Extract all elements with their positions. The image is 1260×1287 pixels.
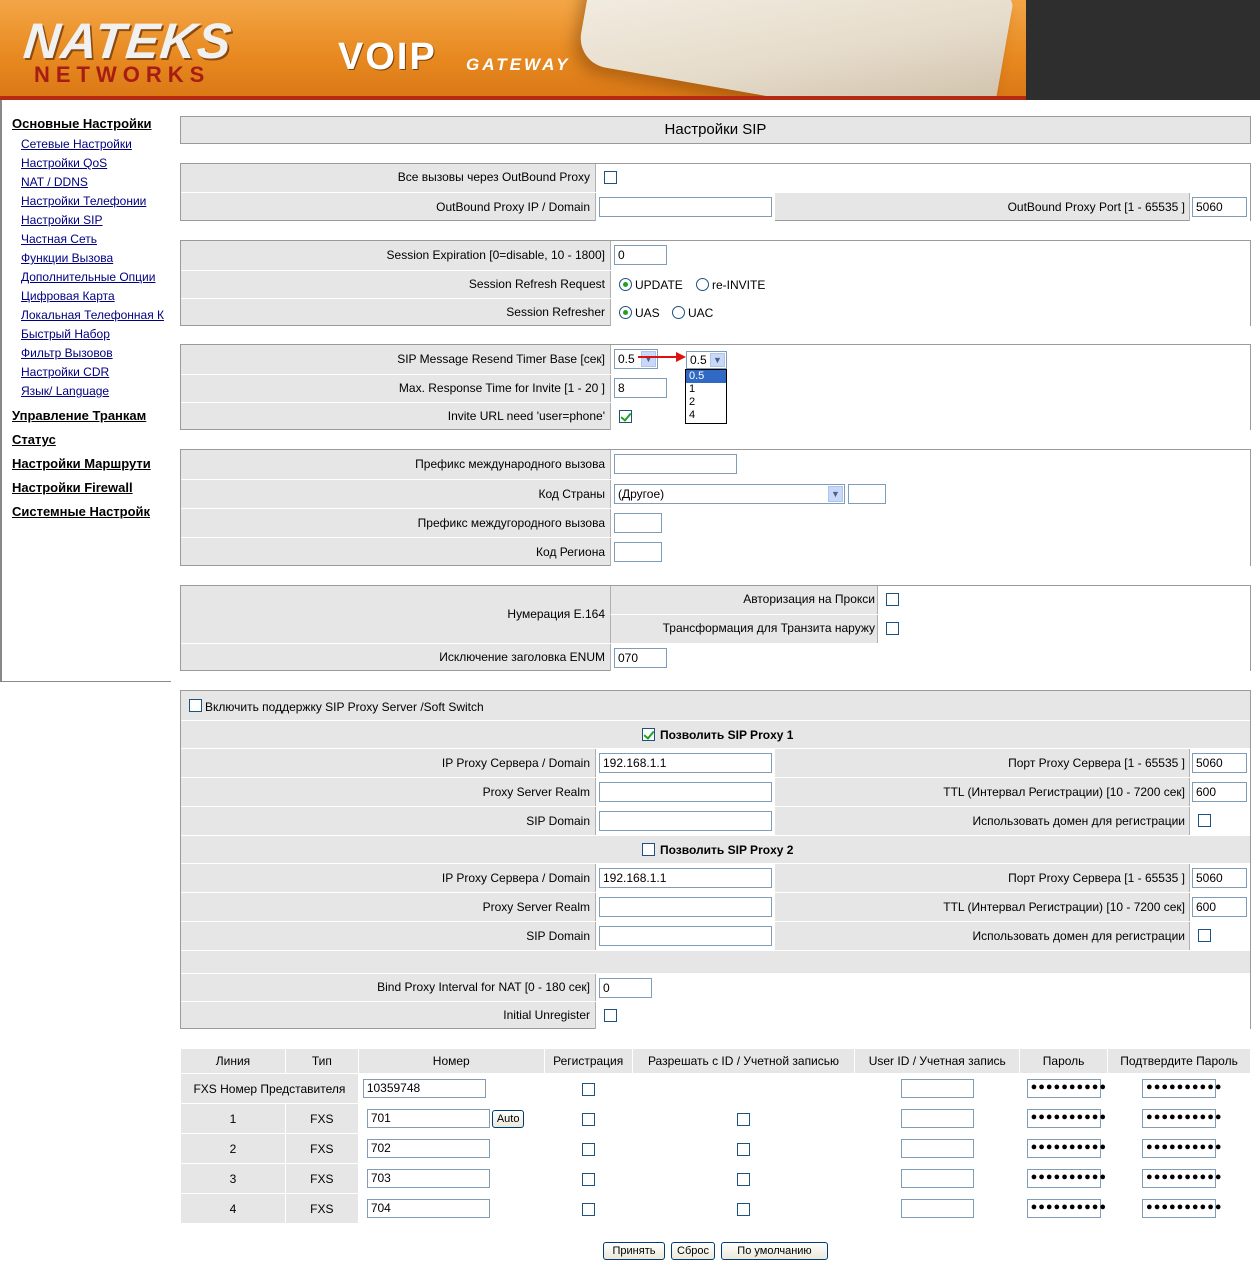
session-refresh-cell	[610, 271, 1250, 298]
sidebar-section-main[interactable]: Основные Настройки	[12, 116, 152, 131]
transit-row	[610, 614, 1250, 643]
refresh-update-label: UPDATE	[635, 278, 683, 292]
proxy1-port-input[interactable]: 5060	[1192, 753, 1247, 773]
proxy2-ttl-label: TTL (Интервал Регистрации) [10 - 7200 сек]	[943, 900, 1185, 914]
proxy1-enable-checkbox[interactable]	[642, 728, 655, 741]
proxy1-ip-label: IP Proxy Сервера / Domain	[441, 756, 590, 770]
longdist-prefix-input[interactable]	[614, 513, 662, 533]
rep-password-cell	[1020, 1074, 1108, 1104]
dropdown-option[interactable]: 0.5	[686, 370, 726, 383]
line-number: 4	[181, 1194, 286, 1224]
country-select[interactable]	[614, 484, 845, 504]
confirm-password-input[interactable]: ●●●●●●●●●●	[1142, 1169, 1216, 1188]
dropdown-current-value: 0.5	[690, 353, 707, 367]
refresher-uac-label: UAC	[688, 306, 714, 320]
sidebar-item-private-net[interactable]: Частная Сеть	[21, 232, 97, 246]
table-row	[181, 1194, 1251, 1224]
sidebar-section-routing[interactable]: Настройки Маршрути	[12, 456, 151, 471]
col-header-registration: Регистрация	[544, 1049, 632, 1074]
chevron-down-icon: ▼	[641, 351, 656, 367]
intl-prefix-input[interactable]	[614, 454, 737, 474]
sidebar-section-firewall[interactable]: Настройки Firewall	[12, 480, 133, 495]
rep-userid-cell	[855, 1074, 1020, 1104]
line-number-input[interactable]: 702	[367, 1139, 490, 1158]
dropdown-option[interactable]: 1	[689, 383, 696, 395]
sidebar-item-cdr[interactable]: Настройки CDR	[21, 365, 110, 379]
rep-number-cell	[358, 1074, 544, 1104]
enable-proxy-label: Включить поддержку SIP Proxy Server /Soft Switch	[205, 700, 484, 714]
outbound-ip-input[interactable]	[599, 197, 772, 217]
outbound-port-cell	[1189, 193, 1250, 221]
enum-label: Исключение заголовка ENUM	[439, 650, 605, 664]
lines-table	[180, 1048, 1251, 1224]
default-button[interactable]: По умолчанию	[721, 1242, 828, 1260]
region-code-cell	[610, 538, 1250, 566]
rep-confirm-input[interactable]: ●●●●●●●●●●	[1142, 1079, 1216, 1098]
line-number-input[interactable]: 704	[367, 1199, 490, 1218]
allow-id-cell	[632, 1194, 855, 1224]
line-type: FXS	[285, 1104, 358, 1134]
password-input[interactable]: ●●●●●●●●●●	[1027, 1109, 1101, 1128]
invite-url-label: Invite URL need 'user=phone'	[447, 409, 605, 423]
proxy-auth-cell	[877, 586, 1250, 614]
prefix-section	[180, 449, 1251, 566]
proxy2-sip-domain-cell	[595, 922, 775, 950]
sidebar-item-call-filter[interactable]: Фильтр Вызовов	[21, 346, 113, 360]
password-input[interactable]: ●●●●●●●●●●	[1027, 1139, 1101, 1158]
userid-cell	[855, 1164, 1020, 1194]
proxy1-port-cell	[1189, 749, 1250, 777]
proxy1-sip-domain-label: SIP Domain	[526, 814, 590, 828]
userid-input[interactable]	[901, 1169, 974, 1188]
apply-button[interactable]: Принять	[603, 1242, 665, 1260]
session-expiration-cell	[610, 241, 1250, 270]
proxy1-ip-input[interactable]: 192.168.1.1	[599, 753, 772, 773]
proxy1-enable-label: Позволить SIP Proxy 1	[660, 728, 794, 742]
refresher-uas-label: UAS	[635, 306, 660, 320]
table-header-row	[181, 1049, 1251, 1074]
annotation-arrow-icon	[636, 350, 688, 364]
password-cell	[1020, 1134, 1108, 1164]
transit-label: Трансформация для Транзита наружу	[662, 621, 875, 635]
sidebar-item-language[interactable]: Язык/ Language	[21, 384, 110, 398]
rep-registration-cell	[544, 1074, 632, 1104]
proxy2-use-domain-checkbox[interactable]	[1198, 929, 1211, 942]
confirm-password-cell	[1108, 1134, 1251, 1164]
proxy2-ip-cell	[595, 864, 775, 892]
sidebar-item-digit-map[interactable]: Цифровая Карта	[21, 289, 115, 303]
outbound-port-input[interactable]: 5060	[1192, 197, 1247, 217]
invite-url-checkbox[interactable]	[619, 410, 632, 423]
proxy1-ttl-label: TTL (Интервал Регистрации) [10 - 7200 сек]	[943, 785, 1185, 799]
proxy1-realm-label: Proxy Server Realm	[482, 785, 590, 799]
refresh-reinvite-radio[interactable]	[696, 278, 709, 291]
proxy-server-section	[180, 690, 1251, 1029]
confirm-password-cell	[1108, 1194, 1251, 1224]
initial-unregister-cell	[595, 1002, 1250, 1029]
all-calls-outbound-cell	[595, 164, 1250, 192]
max-response-label: Max. Response Time for Invite [1 - 20 ]	[398, 381, 605, 395]
line-number: 1	[181, 1104, 286, 1134]
resend-timer-dropdown[interactable]	[686, 351, 727, 369]
line-number: 2	[181, 1134, 286, 1164]
proxy1-ip-cell	[595, 749, 775, 777]
chevron-down-icon: ▼	[828, 486, 843, 502]
password-input[interactable]: ●●●●●●●●●●	[1027, 1169, 1101, 1188]
all-calls-outbound-checkbox[interactable]	[604, 171, 617, 184]
sidebar-item-nat[interactable]: NAT / DDNS	[21, 175, 88, 189]
registration-checkbox[interactable]	[582, 1203, 595, 1216]
proxy-auth-label: Авторизация на Прокси	[743, 592, 875, 606]
table-row	[181, 1134, 1251, 1164]
confirm-password-input[interactable]: ●●●●●●●●●●	[1142, 1199, 1216, 1218]
refresh-update-radio[interactable]	[619, 278, 632, 291]
line-number-cell	[358, 1194, 544, 1224]
header-banner	[0, 0, 1260, 100]
col-header-password: Пароль	[1020, 1049, 1108, 1074]
max-response-input[interactable]: 8	[614, 378, 667, 398]
allow-id-cell	[632, 1164, 855, 1194]
proxy2-use-domain-label: Использовать домен для регистрации	[972, 929, 1185, 943]
userid-input[interactable]	[901, 1109, 974, 1128]
proxy2-sip-domain-label: SIP Domain	[526, 929, 590, 943]
enum-cell	[610, 644, 1250, 671]
e164-section	[180, 585, 1251, 671]
proxy1-realm-input[interactable]	[599, 782, 772, 802]
userid-input[interactable]	[901, 1199, 974, 1218]
region-code-label: Код Региона	[536, 545, 605, 559]
outbound-proxy-section	[180, 163, 1251, 221]
allow-id-checkbox[interactable]	[737, 1173, 750, 1186]
page-title: Настройки SIP	[180, 116, 1251, 144]
table-row	[181, 1074, 1251, 1104]
line-number: 3	[181, 1164, 286, 1194]
password-cell	[1020, 1104, 1108, 1134]
intl-prefix-cell	[610, 450, 1250, 479]
enable-proxy-checkbox[interactable]	[189, 699, 202, 712]
product-gateway: GATEWAY	[466, 55, 571, 74]
initial-unregister-label: Initial Unregister	[503, 1008, 590, 1022]
banner-artwork	[0, 0, 1026, 100]
line-number-cell	[358, 1104, 544, 1134]
proxy1-use-domain-checkbox[interactable]	[1198, 814, 1211, 827]
proxy1-sip-domain-input[interactable]	[599, 811, 772, 831]
sidebar-item-call-features[interactable]: Функции Вызова	[21, 251, 114, 265]
reset-button[interactable]: Сброс	[671, 1242, 715, 1260]
proxy1-ttl-cell	[1189, 778, 1250, 806]
line-number-cell	[358, 1134, 544, 1164]
password-cell	[1020, 1164, 1108, 1194]
product-voip: VOIP	[338, 36, 437, 78]
rep-confirm-cell	[1108, 1074, 1251, 1104]
rep-password-input[interactable]: ●●●●●●●●●●	[1027, 1079, 1101, 1098]
confirm-password-cell	[1108, 1104, 1251, 1134]
proxy-spacer-row	[181, 950, 1250, 973]
allow-id-cell	[632, 1104, 855, 1134]
proxy2-ttl-input[interactable]: 600	[1192, 897, 1247, 917]
bind-interval-label: Bind Proxy Interval for NAT [0 - 180 сек]	[377, 980, 590, 994]
chevron-down-icon: ▼	[710, 353, 725, 367]
proxy1-use-domain-cell	[1189, 807, 1250, 835]
sidebar-item-network[interactable]: Сетевые Настройки	[21, 137, 132, 151]
line-type: FXS	[285, 1164, 358, 1194]
allow-id-checkbox[interactable]	[737, 1203, 750, 1216]
gateway-device-image	[576, 0, 1014, 100]
country-code-cell	[610, 480, 1250, 508]
col-header-number: Номер	[358, 1049, 544, 1074]
session-refresh-label: Session Refresh Request	[468, 277, 605, 291]
initial-unregister-checkbox[interactable]	[604, 1009, 617, 1022]
table-row	[181, 1104, 1251, 1134]
sidebar-section-system[interactable]: Системные Настройк	[12, 504, 151, 519]
bind-interval-input[interactable]: 0	[599, 978, 652, 998]
line-type: FXS	[285, 1134, 358, 1164]
proxy1-use-domain-label: Использовать домен для регистрации	[972, 814, 1185, 828]
sidebar-section-trunks[interactable]: Управление Транкам	[12, 408, 147, 423]
rep-allow-cell	[632, 1074, 855, 1104]
enum-input[interactable]: 070	[614, 648, 667, 668]
proxy2-ip-input[interactable]: 192.168.1.1	[599, 868, 772, 888]
dropdown-option[interactable]: 4	[689, 409, 696, 421]
sidebar-item-telephony[interactable]: Настройки Телефонии	[21, 194, 147, 208]
bind-interval-cell	[595, 974, 1250, 1001]
userid-cell	[855, 1134, 1020, 1164]
registration-cell	[544, 1104, 632, 1134]
session-expiration-label: Session Expiration [0=disable, 10 - 1800]	[386, 248, 605, 262]
line-number-cell	[358, 1164, 544, 1194]
userid-cell	[855, 1104, 1020, 1134]
line-number-input[interactable]: 701	[367, 1109, 490, 1128]
transit-cell	[877, 615, 1250, 643]
proxy2-port-cell	[1189, 864, 1250, 892]
col-header-line: Линия	[181, 1049, 286, 1074]
logo-networks: NETWORKS	[34, 62, 211, 87]
session-refresher-cell	[610, 299, 1250, 326]
refresher-uac-radio[interactable]	[672, 306, 685, 319]
country-code-input[interactable]	[848, 484, 886, 504]
proxy2-sip-domain-input[interactable]	[599, 926, 772, 946]
allow-id-cell	[632, 1134, 855, 1164]
proxy1-port-label: Порт Proxy Сервера [1 - 65535 ]	[1008, 756, 1185, 770]
userid-input[interactable]	[901, 1139, 974, 1158]
session-expiration-input[interactable]: 0	[614, 245, 667, 265]
line-type: FXS	[285, 1194, 358, 1224]
password-input[interactable]: ●●●●●●●●●●	[1027, 1199, 1101, 1218]
refresh-reinvite-label: re-INVITE	[712, 278, 766, 292]
intl-prefix-label: Префикс международного вызова	[415, 457, 605, 471]
proxy-auth-checkbox[interactable]	[886, 593, 899, 606]
proxy2-ip-label: IP Proxy Сервера / Domain	[441, 871, 590, 885]
session-refresher-label: Session Refresher	[506, 305, 605, 319]
sidebar-item-local-phone[interactable]: Локальная Телефонная К	[21, 308, 165, 322]
rep-number-input[interactable]: 10359748	[363, 1079, 486, 1098]
allow-id-checkbox[interactable]	[737, 1143, 750, 1156]
sidebar-section-status[interactable]: Статус	[12, 432, 56, 447]
registration-cell	[544, 1164, 632, 1194]
confirm-password-input[interactable]: ●●●●●●●●●●	[1142, 1139, 1216, 1158]
password-cell	[1020, 1194, 1108, 1224]
longdist-prefix-cell	[610, 509, 1250, 537]
confirm-password-input[interactable]: ●●●●●●●●●●	[1142, 1109, 1216, 1128]
registration-cell	[544, 1134, 632, 1164]
rep-registration-checkbox[interactable]	[582, 1083, 595, 1096]
refresher-uas-radio[interactable]	[619, 306, 632, 319]
proxy1-realm-cell	[595, 778, 775, 806]
proxy2-enable-label: Позволить SIP Proxy 2	[660, 843, 794, 857]
proxy2-realm-input[interactable]	[599, 897, 772, 917]
allow-id-checkbox[interactable]	[737, 1113, 750, 1126]
country-select-value: (Другое)	[618, 487, 665, 501]
proxy2-use-domain-cell	[1189, 922, 1250, 950]
longdist-prefix-label: Префикс междугородного вызова	[417, 516, 605, 530]
proxy2-enable-checkbox[interactable]	[642, 843, 655, 856]
proxy1-sip-domain-cell	[595, 807, 775, 835]
col-header-type: Тип	[285, 1049, 358, 1074]
table-row	[181, 1164, 1251, 1194]
sidebar-item-advanced[interactable]: Дополнительные Опции	[21, 270, 156, 284]
auto-button[interactable]: Auto	[492, 1110, 525, 1128]
outbound-ip-cell	[595, 193, 775, 221]
outbound-ip-label: OutBound Proxy IP / Domain	[436, 200, 590, 214]
sidebar-item-sip[interactable]: Настройки SIP	[21, 213, 103, 227]
col-header-allow-id: Разрешать с ID / Учетной записью	[632, 1049, 855, 1074]
outbound-port-label: OutBound Proxy Port [1 - 65535 ]	[1007, 200, 1185, 214]
registration-cell	[544, 1194, 632, 1224]
proxy-auth-row	[610, 586, 1250, 614]
userid-cell	[855, 1194, 1020, 1224]
resend-timer-options	[685, 369, 727, 424]
all-calls-outbound-label: Все вызовы через OutBound Proxy	[397, 170, 590, 184]
rep-number-label: FXS Номер Представителя	[181, 1074, 359, 1104]
confirm-password-cell	[1108, 1164, 1251, 1194]
col-header-confirm-password: Подтвердите Пароль	[1108, 1049, 1251, 1074]
registration-checkbox[interactable]	[582, 1113, 595, 1126]
country-code-label: Код Страны	[538, 487, 605, 501]
transit-checkbox[interactable]	[886, 622, 899, 635]
rep-userid-input[interactable]	[901, 1079, 974, 1098]
logo-nateks: NATEKS	[21, 13, 235, 69]
session-section	[180, 240, 1251, 326]
registration-checkbox[interactable]	[582, 1173, 595, 1186]
resend-timer-value: 0.5	[618, 352, 635, 366]
sidebar-item-qos[interactable]: Настройки QoS	[21, 156, 108, 170]
e164-label: Нумерация E.164	[507, 607, 605, 621]
sidebar-item-speed-dial[interactable]: Быстрый Набор	[21, 327, 110, 341]
proxy2-realm-cell	[595, 893, 775, 921]
resend-timer-label: SIP Message Resend Timer Base [сек]	[397, 352, 605, 366]
proxy2-ttl-cell	[1189, 893, 1250, 921]
proxy2-port-input[interactable]: 5060	[1192, 868, 1247, 888]
sidebar-nav	[0, 100, 171, 682]
proxy1-ttl-input[interactable]: 600	[1192, 782, 1247, 802]
dropdown-option[interactable]: 2	[689, 396, 696, 408]
col-header-user-id: User ID / Учетная запись	[855, 1049, 1020, 1074]
region-code-input[interactable]	[614, 542, 662, 562]
proxy2-port-label: Порт Proxy Сервера [1 - 65535 ]	[1008, 871, 1185, 885]
registration-checkbox[interactable]	[582, 1143, 595, 1156]
line-number-input[interactable]: 703	[367, 1169, 490, 1188]
proxy2-realm-label: Proxy Server Realm	[482, 900, 590, 914]
